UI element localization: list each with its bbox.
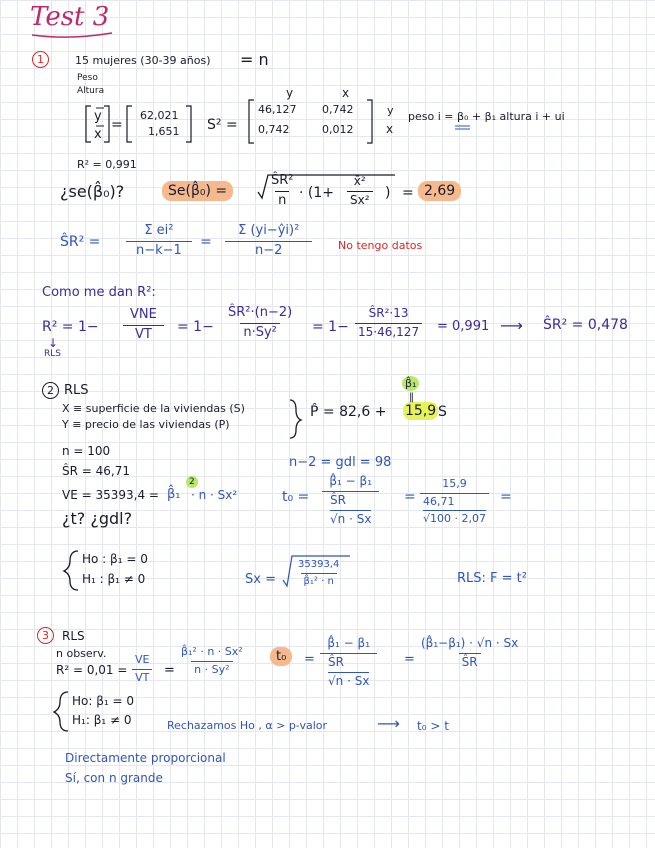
p2-t-den-num: ŜR (330, 494, 371, 511)
p1-se-eq: = (402, 185, 414, 201)
p3-r-den: ŜR (459, 653, 481, 670)
p1-cov-22: 0,012 (322, 123, 354, 136)
r2-frac1-num: VNE (130, 307, 157, 322)
r2-frac1-den: VT (123, 325, 164, 343)
r2-frac2-num: ŜR²·(n−2) (228, 305, 293, 320)
p3-h1: H₁: β₁ ≠ 0 (72, 713, 132, 727)
p2-h1: H₁ : β₁ ≠ 0 (82, 572, 146, 586)
se-highlight: Se(β̂₀) = (162, 181, 233, 201)
p2-title: RLS (64, 383, 89, 398)
p2-sx-lhs: Sx = (245, 572, 276, 587)
p2-rls-note: RLS: F = t² (457, 571, 527, 586)
p2-x-def: X ≡ superficie de la viviendas (S) (62, 402, 245, 415)
p2-model-lhs: P̂ = 82,6 + (310, 404, 387, 420)
p2-ve-beta: β̂₁ (167, 487, 181, 502)
p3-r-num: (β̂₁−β₁) · √n · Sx (421, 636, 519, 650)
p2-t-val-den-den: √100 · 2,07 (423, 512, 486, 526)
p3-eq: = (164, 663, 175, 678)
p3-ve-den: VT (132, 669, 152, 685)
p1-question: ¿se(β̂₀)? (60, 182, 125, 201)
p1-r2-mid: = 1− (177, 319, 214, 335)
p1-means-x: x (94, 127, 102, 142)
p1-r2: R² = 0,991 (77, 158, 137, 171)
r2-frac3-num: ŜR²·13 (368, 306, 409, 320)
p2-ve-two: 2 (186, 476, 198, 488)
p3-b-num: β̂₁² · n · Sx² (181, 645, 243, 658)
se-result: 2,69 (418, 181, 461, 201)
p1-r2-mid2: = 1− (312, 319, 349, 335)
p2-ask: ¿t? ¿gdl? (62, 509, 133, 528)
p1-como: Como me dan R²: (42, 285, 156, 300)
p2-t-eq: = (404, 489, 416, 505)
p3-b-den: n · Sy² (191, 661, 232, 677)
p1-means-eq: = (111, 117, 123, 133)
problem-1-number: 1 (32, 51, 49, 68)
p1-label-altura: Altura (77, 86, 105, 96)
p3-r2: R² = 0,01 = (56, 663, 128, 677)
p1-means-val-x: 1,651 (148, 125, 180, 138)
p1-r2-rls: RLS (44, 349, 61, 359)
r2-frac3-den: 15·46,127 (355, 323, 422, 340)
p2-ve-lhs: VE = 35393,4 = (62, 488, 159, 502)
p1-cov-21: 0,742 (258, 123, 290, 136)
p3-eq3: = (404, 652, 415, 667)
p3-t-den-num: ŜR (328, 656, 369, 673)
p3-t-den-den: √n · Sx (328, 673, 370, 688)
p3-ve-num: VE (135, 653, 150, 666)
p2-ve-rhs: · n · Sx² (191, 488, 238, 502)
p1-se-close: ) (385, 185, 391, 201)
p3-reject: Rechazamos Ho , α > p-valor (167, 719, 328, 732)
se-frac1-num: ŜR² (271, 173, 294, 188)
title-underline (32, 33, 112, 37)
p3-nobs: n observ. (56, 647, 107, 660)
p1-means-y: y (94, 109, 102, 124)
p2-y-def: Y ≡ precio de las viviendas (P) (62, 418, 230, 431)
p2-h0: Ho : β₁ = 0 (82, 552, 148, 566)
p3-eq2: = (304, 652, 315, 667)
p2-t-val-num: 15,9 (442, 477, 467, 490)
r2-frac2-den: n·Sy² (240, 323, 280, 341)
p1-r2-arrow2: ⟶ (500, 316, 523, 335)
p2-t-num: β̂₁ − β₁ (329, 474, 373, 488)
p2-model-coef: 15,9 (405, 403, 437, 419)
p1-col-x: x (342, 86, 350, 100)
p2-t-den-den: √n · Sx (330, 511, 372, 526)
se-frac2-den: Sx² (347, 191, 373, 208)
p1-r2-final: ŜR² = 0,478 (543, 317, 628, 333)
p1-model: peso i = β₀ + β₁ altura i + ui (408, 110, 565, 123)
se-frac2-num: x̄² (353, 174, 366, 188)
p1-s2-label: S² = (207, 117, 238, 133)
p1-col-y: y (286, 86, 294, 100)
p3-t0: t₀ (270, 647, 292, 666)
p2-beta-hat: β̂₁ (402, 376, 419, 391)
p3-arrow: ⟶ (377, 714, 400, 733)
p2-sr: ŜR = 46,71 (62, 464, 130, 478)
se-frac1-den: n (275, 191, 289, 209)
sr2-frac1-den: n−k−1 (126, 241, 192, 259)
p1-means-val-y: 62,021 (140, 109, 179, 122)
p1-label-peso: Peso (77, 73, 98, 83)
p1-r2-res: = 0,991 (437, 319, 490, 334)
p3-t-num: β̂₁ − β₁ (327, 636, 371, 650)
sr2-frac2-den: n−2 (225, 241, 312, 259)
p1-row-y: y (387, 104, 394, 117)
p1-r2-arrow: ↓ (48, 336, 59, 350)
problem-2-number: 2 (42, 382, 59, 399)
p3-title: RLS (62, 629, 85, 643)
p2-t-tail: = (500, 489, 512, 505)
p2-sx-num: 35393,4 (298, 559, 340, 570)
p1-intro: 15 mujeres (30-39 años) (75, 54, 211, 67)
p2-n: n = 100 (62, 444, 111, 458)
p1-r2-lhs: R² = 1− (42, 319, 99, 335)
p1-no-data: No tengo datos (338, 239, 423, 252)
p1-se-mid: · (1+ (299, 185, 334, 201)
p3-concl: t₀ > t (417, 719, 449, 733)
p2-beta-eq: ‖ (409, 392, 414, 403)
p2-sx-den: β̂₁² · n (301, 573, 337, 588)
p2-t0: t₀ = (282, 489, 310, 505)
p1-cov-12: 0,742 (322, 103, 354, 116)
p1-cov-11: 46,127 (258, 103, 297, 116)
p2-model-s: S (438, 404, 447, 420)
sr2-frac1-num: Σ ei² (144, 223, 174, 238)
p2-gdl: n−2 = gdl = 98 (289, 455, 392, 470)
p3-dp: Directamente proporcional (65, 751, 226, 765)
page-title: Test 3 (30, 2, 110, 32)
p1-sr2-lhs: ŜR² = (60, 234, 101, 250)
p2-t-val-den-num: 46,71 (423, 496, 486, 512)
p1-sr2-eq: = (200, 234, 212, 250)
sr2-frac2-num: Σ (yi−ŷi)² (238, 223, 300, 238)
p1-n-equals: = n (240, 50, 269, 69)
problem-3-number: 3 (37, 627, 54, 644)
p3-si: Sí, con n grande (65, 771, 163, 785)
p1-row-x: x (386, 122, 394, 136)
p3-h0: Ho: β₁ = 0 (72, 694, 135, 708)
